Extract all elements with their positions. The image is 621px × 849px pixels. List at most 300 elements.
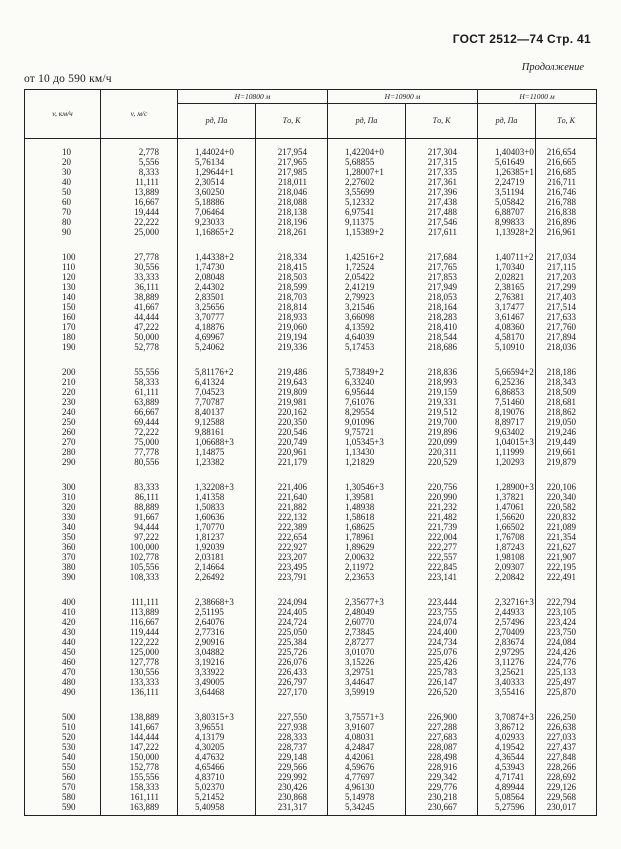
cell-pressure: 1,92039: [178, 542, 256, 552]
cell-temperature: 218,681: [536, 397, 597, 407]
cell-pressure: 4,83710: [178, 772, 256, 782]
cell-temperature: 219,981: [256, 397, 328, 407]
cell-pressure: 2,97295: [478, 647, 536, 657]
table-row: [25, 474, 597, 492]
cell-temperature: 226,797: [256, 677, 328, 687]
table-row: [25, 217, 597, 227]
cell-pressure: 3,91607: [328, 722, 406, 732]
cell-pressure: 5,21452: [178, 792, 256, 802]
cell-temperature: 219,896: [406, 427, 478, 437]
cell-temperature: 228,692: [536, 772, 597, 782]
table-row: [25, 589, 597, 607]
cell-pressure: 3,55699: [328, 187, 406, 197]
cell-pressure: 1,21829: [328, 457, 406, 474]
cell-pressure: 2,41219: [328, 282, 406, 292]
cell-temperature: 226,250: [536, 704, 597, 722]
cell-pressure: 3,17477: [478, 302, 536, 312]
table-row: [25, 312, 597, 322]
cell-speed-kmh: 260: [25, 427, 101, 437]
cell-temperature: 221,232: [406, 502, 478, 512]
cell-pressure: 5,24062: [178, 342, 256, 359]
cell-temperature: 218,334: [256, 244, 328, 262]
table-row: [25, 187, 597, 197]
cell-pressure: 1,13928+2: [478, 227, 536, 244]
col-header-pressure-2: pд, Па: [328, 104, 406, 139]
cell-pressure: 5,05842: [478, 197, 536, 207]
cell-pressure: 1,39581: [328, 492, 406, 502]
cell-pressure: 6,88707: [478, 207, 536, 217]
table-row: [25, 427, 597, 437]
cell-temperature: 224,405: [256, 607, 328, 617]
cell-speed-ms: 13,889: [101, 187, 178, 197]
cell-temperature: 218,686: [406, 342, 478, 359]
table-row: [25, 207, 597, 217]
cell-pressure: 2,38668+3: [178, 589, 256, 607]
cell-pressure: 1,87243: [478, 542, 536, 552]
cell-temperature: 223,207: [256, 552, 328, 562]
cell-speed-ms: 72,222: [101, 427, 178, 437]
cell-speed-ms: 127,778: [101, 657, 178, 667]
cell-temperature: 225,050: [256, 627, 328, 637]
cell-temperature: 217,488: [406, 207, 478, 217]
cell-pressure: 3,33922: [178, 667, 256, 677]
cell-temperature: 220,756: [406, 474, 478, 492]
cell-pressure: 1,41358: [178, 492, 256, 502]
cell-speed-ms: 122,222: [101, 637, 178, 647]
cell-speed-ms: 147,222: [101, 742, 178, 752]
table-row: [25, 657, 597, 667]
cell-speed-kmh: 300: [25, 474, 101, 492]
cell-pressure: 2,02821: [478, 272, 536, 282]
cell-temperature: 217,299: [536, 282, 597, 292]
cell-speed-kmh: 310: [25, 492, 101, 502]
cell-temperature: 225,133: [536, 667, 597, 677]
cell-speed-kmh: 380: [25, 562, 101, 572]
cell-speed-ms: 16,667: [101, 197, 178, 207]
cell-temperature: 219,336: [256, 342, 328, 359]
cell-pressure: 4,08031: [328, 732, 406, 742]
cell-pressure: 3,49005: [178, 677, 256, 687]
cell-speed-kmh: 270: [25, 437, 101, 447]
cell-temperature: 217,853: [406, 272, 478, 282]
cell-speed-ms: 133,333: [101, 677, 178, 687]
cell-pressure: 4,36544: [478, 752, 536, 762]
cell-pressure: 1,20293: [478, 457, 536, 474]
cell-speed-ms: 8,333: [101, 167, 178, 177]
cell-speed-kmh: 10: [25, 139, 101, 158]
table-row: [25, 607, 597, 617]
cell-speed-kmh: 470: [25, 667, 101, 677]
cell-pressure: 3,66098: [328, 312, 406, 322]
cell-temperature: 217,633: [536, 312, 597, 322]
row-group: [25, 474, 597, 589]
row-group: [25, 704, 597, 816]
cell-pressure: 4,96130: [328, 782, 406, 792]
cell-pressure: 2,83501: [178, 292, 256, 302]
row-group: [25, 589, 597, 704]
cell-speed-kmh: 360: [25, 542, 101, 552]
cell-temperature: 228,333: [256, 732, 328, 742]
cell-speed-ms: 111,111: [101, 589, 178, 607]
cell-temperature: 228,087: [406, 742, 478, 752]
cell-speed-kmh: 330: [25, 512, 101, 522]
table-row: [25, 532, 597, 542]
table-row: [25, 742, 597, 752]
cell-speed-ms: 58,333: [101, 377, 178, 387]
cell-speed-kmh: 180: [25, 332, 101, 342]
cell-pressure: 4,89944: [478, 782, 536, 792]
cell-pressure: 4,18876: [178, 322, 256, 332]
cell-pressure: 2,14664: [178, 562, 256, 572]
atmosphere-table-wrapper: [24, 89, 596, 816]
cell-speed-kmh: 70: [25, 207, 101, 217]
cell-pressure: 1,23382: [178, 457, 256, 474]
cell-temperature: 217,894: [536, 332, 597, 342]
cell-temperature: 227,938: [256, 722, 328, 732]
cell-pressure: 5,40958: [178, 802, 256, 816]
table-row: [25, 552, 597, 562]
cell-temperature: 218,036: [536, 342, 597, 359]
table-row: [25, 437, 597, 447]
table-row: [25, 522, 597, 532]
cell-temperature: 218,283: [406, 312, 478, 322]
cell-pressure: 1,06688+3: [178, 437, 256, 447]
cell-pressure: 9,75721: [328, 427, 406, 437]
cell-temperature: 218,703: [256, 292, 328, 302]
cell-temperature: 222,195: [536, 562, 597, 572]
cell-speed-kmh: 210: [25, 377, 101, 387]
cell-pressure: 1,37821: [478, 492, 536, 502]
cell-temperature: 221,406: [256, 474, 328, 492]
cell-pressure: 1,26385+1: [478, 167, 536, 177]
cell-temperature: 219,449: [536, 437, 597, 447]
cell-temperature: 219,809: [256, 387, 328, 397]
cell-pressure: 3,01070: [328, 647, 406, 657]
cell-pressure: 2,73845: [328, 627, 406, 637]
cell-speed-ms: 100,000: [101, 542, 178, 552]
page-header: ГОСТ 2512—74 Стр. 41: [452, 32, 591, 46]
cell-speed-kmh: 570: [25, 782, 101, 792]
cell-temperature: 217,203: [536, 272, 597, 282]
cell-temperature: 218,186: [536, 359, 597, 377]
col-header-pressure-1: pд, Па: [178, 104, 256, 139]
cell-pressure: 1,16865+2: [178, 227, 256, 244]
cell-pressure: 1,70770: [178, 522, 256, 532]
cell-pressure: 2,83674: [478, 637, 536, 647]
cell-temperature: 230,218: [406, 792, 478, 802]
cell-speed-kmh: 80: [25, 217, 101, 227]
cell-temperature: 217,514: [536, 302, 597, 312]
cell-temperature: 217,611: [406, 227, 478, 244]
cell-temperature: 218,814: [256, 302, 328, 312]
cell-pressure: 7,70787: [178, 397, 256, 407]
cell-pressure: 4,59676: [328, 762, 406, 772]
cell-pressure: 2,08048: [178, 272, 256, 282]
cell-speed-kmh: 580: [25, 792, 101, 802]
cell-temperature: 219,879: [536, 457, 597, 474]
cell-speed-ms: 125,000: [101, 647, 178, 657]
cell-temperature: 217,304: [406, 139, 478, 158]
atmosphere-table: [24, 89, 597, 816]
cell-speed-kmh: 280: [25, 447, 101, 457]
cell-pressure: 2,87277: [328, 637, 406, 647]
cell-temperature: 230,426: [256, 782, 328, 792]
cell-pressure: 2,24719: [478, 177, 536, 187]
cell-pressure: 4,13179: [178, 732, 256, 742]
row-group: [25, 244, 597, 359]
cell-pressure: 8,40137: [178, 407, 256, 417]
cell-pressure: 3,70874+3: [478, 704, 536, 722]
cell-speed-kmh: 240: [25, 407, 101, 417]
cell-temperature: 217,965: [256, 157, 328, 167]
cell-pressure: 6,97541: [328, 207, 406, 217]
cell-temperature: 220,582: [536, 502, 597, 512]
cell-speed-kmh: 540: [25, 752, 101, 762]
table-row: [25, 139, 597, 158]
cell-temperature: 224,084: [536, 637, 597, 647]
cell-pressure: 3,44647: [328, 677, 406, 687]
cell-temperature: 219,486: [256, 359, 328, 377]
cell-temperature: 218,933: [256, 312, 328, 322]
cell-speed-kmh: 520: [25, 732, 101, 742]
cell-pressure: 8,29554: [328, 407, 406, 417]
cell-speed-ms: 163,889: [101, 802, 178, 816]
cell-temperature: 221,354: [536, 532, 597, 542]
cell-pressure: 2,38165: [478, 282, 536, 292]
cell-speed-ms: 30,556: [101, 262, 178, 272]
cell-pressure: 2,35677+3: [328, 589, 406, 607]
cell-temperature: 219,246: [536, 427, 597, 437]
cell-temperature: 227,288: [406, 722, 478, 732]
cell-pressure: 8,89717: [478, 417, 536, 427]
speed-range-title: от 10 до 590 км/ч: [24, 73, 112, 85]
cell-speed-kmh: 500: [25, 704, 101, 722]
cell-temperature: 220,106: [536, 474, 597, 492]
cell-temperature: 216,788: [536, 197, 597, 207]
cell-speed-kmh: 30: [25, 167, 101, 177]
cell-temperature: 220,350: [256, 417, 328, 427]
cell-pressure: 2,20842: [478, 572, 536, 589]
cell-temperature: 223,750: [536, 627, 597, 637]
cell-pressure: 7,06464: [178, 207, 256, 217]
cell-temperature: 220,749: [256, 437, 328, 447]
cell-temperature: 225,870: [536, 687, 597, 704]
table-row: [25, 282, 597, 292]
cell-temperature: 220,990: [406, 492, 478, 502]
cell-temperature: 224,734: [406, 637, 478, 647]
cell-pressure: 3,60250: [178, 187, 256, 197]
cell-pressure: 2,60770: [328, 617, 406, 627]
cell-speed-kmh: 440: [25, 637, 101, 647]
cell-temperature: 224,074: [406, 617, 478, 627]
cell-speed-ms: 108,333: [101, 572, 178, 589]
cell-pressure: 1,11999: [478, 447, 536, 457]
cell-speed-ms: 44,444: [101, 312, 178, 322]
cell-temperature: 229,992: [256, 772, 328, 782]
cell-temperature: 226,147: [406, 677, 478, 687]
cell-temperature: 217,115: [536, 262, 597, 272]
cell-temperature: 219,512: [406, 407, 478, 417]
cell-temperature: 217,335: [406, 167, 478, 177]
cell-temperature: 218,261: [256, 227, 328, 244]
cell-speed-kmh: 550: [25, 762, 101, 772]
table-row: [25, 627, 597, 637]
cell-pressure: 2,11972: [328, 562, 406, 572]
cell-pressure: 2,79923: [328, 292, 406, 302]
cell-temperature: 221,179: [256, 457, 328, 474]
cell-pressure: 2,44302: [178, 282, 256, 292]
table-row: [25, 262, 597, 272]
cell-pressure: 5,76134: [178, 157, 256, 167]
cell-temperature: 222,927: [256, 542, 328, 552]
col-header-temperature-3: Tо, К: [536, 104, 597, 139]
col-header-altitude-10900: H=10900 м: [328, 90, 478, 104]
table-row: [25, 542, 597, 552]
cell-pressure: 1,28007+1: [328, 167, 406, 177]
cell-temperature: 220,961: [256, 447, 328, 457]
cell-temperature: 218,011: [256, 177, 328, 187]
cell-temperature: 225,076: [406, 647, 478, 657]
cell-temperature: 225,726: [256, 647, 328, 657]
cell-speed-ms: 152,778: [101, 762, 178, 772]
cell-temperature: 229,148: [256, 752, 328, 762]
cell-speed-kmh: 560: [25, 772, 101, 782]
cell-speed-ms: 63,889: [101, 397, 178, 407]
cell-pressure: 9,88161: [178, 427, 256, 437]
cell-speed-kmh: 340: [25, 522, 101, 532]
cell-pressure: 4,58170: [478, 332, 536, 342]
cell-speed-ms: 41,667: [101, 302, 178, 312]
cell-temperature: 219,643: [256, 377, 328, 387]
cell-temperature: 218,343: [536, 377, 597, 387]
cell-pressure: 1,66502: [478, 522, 536, 532]
cell-temperature: 218,509: [536, 387, 597, 397]
cell-temperature: 217,949: [406, 282, 478, 292]
cell-temperature: 229,568: [536, 792, 597, 802]
cell-speed-ms: 161,111: [101, 792, 178, 802]
table-row: [25, 687, 597, 704]
cell-temperature: 216,838: [536, 207, 597, 217]
cell-temperature: 223,141: [406, 572, 478, 589]
cell-pressure: 9,01096: [328, 417, 406, 427]
cell-speed-ms: 36,111: [101, 282, 178, 292]
table-row: [25, 772, 597, 782]
cell-pressure: 1,04015+3: [478, 437, 536, 447]
cell-temperature: 219,661: [536, 447, 597, 457]
cell-speed-kmh: 60: [25, 197, 101, 207]
cell-temperature: 218,164: [406, 302, 478, 312]
cell-pressure: 9,63402: [478, 427, 536, 437]
cell-pressure: 3,25621: [478, 667, 536, 677]
cell-pressure: 2,64076: [178, 617, 256, 627]
cell-pressure: 4,64039: [328, 332, 406, 342]
cell-temperature: 220,832: [536, 512, 597, 522]
cell-speed-kmh: 220: [25, 387, 101, 397]
table-row: [25, 292, 597, 302]
cell-speed-ms: 27,778: [101, 244, 178, 262]
cell-temperature: 228,916: [406, 762, 478, 772]
continuation-label: Продолжение: [521, 62, 584, 73]
cell-temperature: 216,654: [536, 139, 597, 158]
cell-pressure: 1,89629: [328, 542, 406, 552]
cell-pressure: 6,25236: [478, 377, 536, 387]
cell-speed-ms: 150,000: [101, 752, 178, 762]
cell-pressure: 4,08360: [478, 322, 536, 332]
cell-temperature: 219,050: [536, 417, 597, 427]
cell-pressure: 3,61467: [478, 312, 536, 322]
cell-speed-kmh: 480: [25, 677, 101, 687]
cell-speed-kmh: 320: [25, 502, 101, 512]
table-row: [25, 722, 597, 732]
cell-speed-kmh: 20: [25, 157, 101, 167]
table-row: [25, 157, 597, 167]
cell-pressure: 1,50833: [178, 502, 256, 512]
cell-temperature: 217,315: [406, 157, 478, 167]
col-header-altitude-11000: H=11000 м: [478, 90, 597, 104]
cell-temperature: 225,426: [406, 657, 478, 667]
cell-speed-kmh: 460: [25, 657, 101, 667]
cell-temperature: 218,544: [406, 332, 478, 342]
cell-pressure: 3,59919: [328, 687, 406, 704]
cell-pressure: 2,51195: [178, 607, 256, 617]
cell-speed-ms: 33,333: [101, 272, 178, 282]
cell-speed-kmh: 200: [25, 359, 101, 377]
cell-speed-ms: 88,889: [101, 502, 178, 512]
table-row: [25, 647, 597, 657]
cell-temperature: 220,546: [256, 427, 328, 437]
cell-pressure: 6,95644: [328, 387, 406, 397]
cell-speed-ms: 69,444: [101, 417, 178, 427]
cell-pressure: 3,11276: [478, 657, 536, 667]
cell-speed-kmh: 230: [25, 397, 101, 407]
cell-temperature: 216,961: [536, 227, 597, 244]
cell-speed-ms: 116,667: [101, 617, 178, 627]
cell-pressure: 1,60636: [178, 512, 256, 522]
cell-temperature: 227,550: [256, 704, 328, 722]
cell-pressure: 2,27602: [328, 177, 406, 187]
cell-temperature: 223,105: [536, 607, 597, 617]
cell-pressure: 5,18886: [178, 197, 256, 207]
cell-speed-ms: 155,556: [101, 772, 178, 782]
cell-pressure: 6,33240: [328, 377, 406, 387]
cell-speed-kmh: 160: [25, 312, 101, 322]
cell-temperature: 218,138: [256, 207, 328, 217]
cell-speed-kmh: 120: [25, 272, 101, 282]
cell-temperature: 221,739: [406, 522, 478, 532]
cell-speed-kmh: 250: [25, 417, 101, 427]
cell-pressure: 3,96551: [178, 722, 256, 732]
cell-speed-ms: 38,889: [101, 292, 178, 302]
cell-pressure: 3,55416: [478, 687, 536, 704]
cell-speed-ms: 52,778: [101, 342, 178, 359]
cell-temperature: 220,340: [536, 492, 597, 502]
cell-speed-kmh: 390: [25, 572, 101, 589]
cell-speed-kmh: 420: [25, 617, 101, 627]
cell-pressure: 2,05422: [328, 272, 406, 282]
cell-speed-ms: 144,444: [101, 732, 178, 742]
cell-temperature: 229,776: [406, 782, 478, 792]
table-row: [25, 572, 597, 589]
cell-speed-kmh: 140: [25, 292, 101, 302]
cell-temperature: 227,437: [536, 742, 597, 752]
cell-pressure: 3,40333: [478, 677, 536, 687]
cell-pressure: 2,70409: [478, 627, 536, 637]
cell-speed-kmh: 40: [25, 177, 101, 187]
table-row: [25, 244, 597, 262]
table-row: [25, 359, 597, 377]
cell-temperature: 219,060: [256, 322, 328, 332]
cell-pressure: 5,27596: [478, 802, 536, 816]
